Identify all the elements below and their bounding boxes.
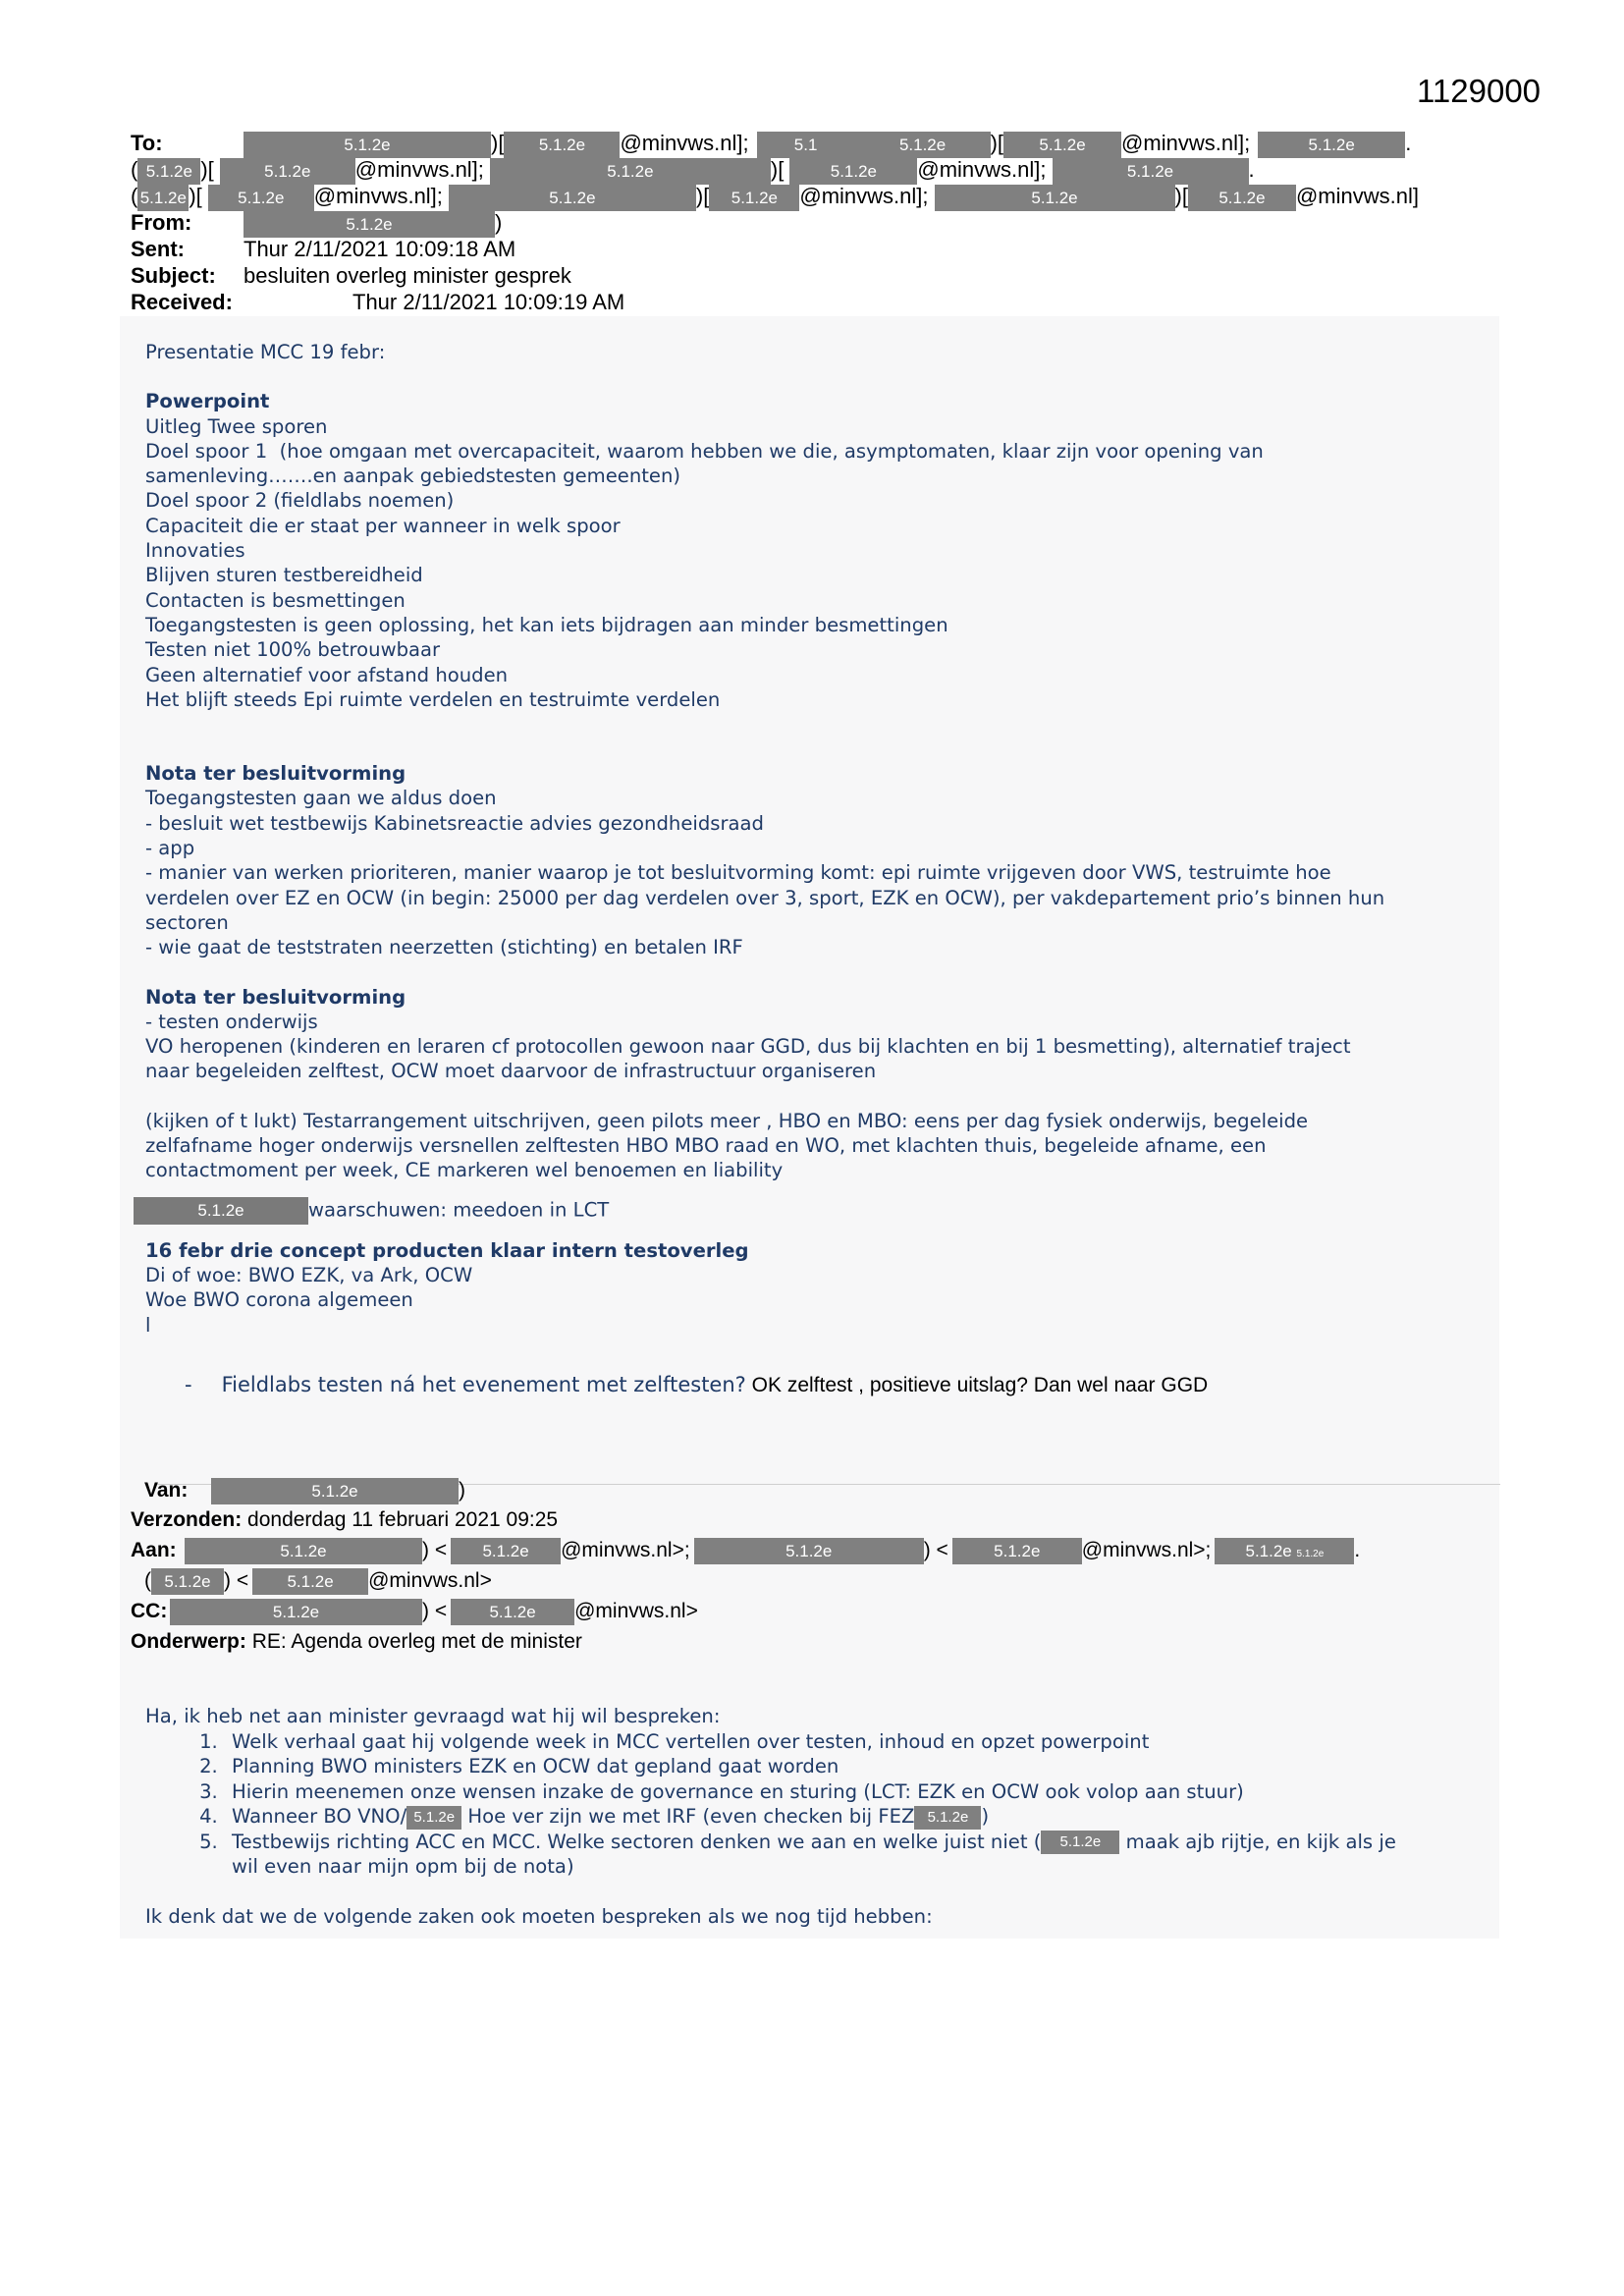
body-line: samenleving…….en aanpak gebiedstesten gemeenten) [145, 465, 681, 488]
intro-line: Ha, ik heb net aan minister gevraagd wat hij wil bespreken: [145, 1705, 721, 1727]
email-domain: @minvws.nl]; [799, 184, 929, 208]
body-line: - app [145, 837, 195, 860]
redaction: 5.1.2e [490, 158, 771, 185]
dot: . [1248, 157, 1255, 182]
body-line: l [145, 1313, 151, 1337]
redaction: 5.1 [757, 132, 855, 158]
to-label: To: [131, 131, 163, 155]
body-line: Doel spoor 1 (hoe omgaan met overcapaciteit, waarom hebben we die, asymptomaten, klaar zijn voor opening van [145, 439, 1264, 463]
redaction: 5.1.2e [855, 132, 991, 158]
body-line: Het blijft steeds Epi ruimte verdelen en testruimte verdelen [145, 687, 721, 711]
redaction: 5.1.2e [709, 185, 799, 211]
redaction: 5.1.2e [252, 1568, 368, 1595]
redaction: 5.1.2e [244, 211, 495, 238]
email-domain: @minvws.nl]; [1121, 131, 1251, 155]
body-line: Di of woe: BWO EZK, va Ark, OCW [145, 1263, 473, 1286]
body-line: zelfafname hoger onderwijs versnellen zelftesten HBO MBO raad en WO, met klachten thuis, begeleide afname, een [145, 1134, 1267, 1158]
bracket: )[ [1174, 184, 1188, 208]
waarschuwen-text: waarschuwen: meedoen in LCT [308, 1198, 610, 1222]
to-line-2 [131, 157, 1255, 185]
email-domain: @minvws.nl]; [620, 131, 749, 155]
redaction: 5.1.2e [451, 1538, 561, 1564]
verzonden-label: Verzonden: [131, 1508, 243, 1531]
list-item: 1. Welk verhaal gaat hij volgende week in MCC vertellen over testen, inhoud en opzet powerpoint [224, 1729, 1500, 1755]
body-line: Uitleg Twee sporen [145, 414, 328, 438]
onderwerp-label: Onderwerp: [131, 1630, 246, 1653]
cc-line [131, 1598, 698, 1625]
close-paren: ) [495, 210, 503, 235]
redaction: 5.1.2e [449, 185, 696, 211]
email-domain: @minvws.nl> [574, 1600, 698, 1622]
bullet-text: Fieldlabs testen ná het evenement met zelftesten? [221, 1373, 746, 1396]
angle-open: ) < [923, 1539, 948, 1561]
bracket: )[ [695, 184, 710, 208]
body-line: Toegangstesten is geen oplossing, het kan iets bijdragen aan minder besmettingen [145, 613, 948, 636]
from-label: From: [131, 210, 192, 235]
sent-value: Thur 2/11/2021 10:09:18 AM [244, 237, 516, 261]
email-domain: @minvws.nl]; [354, 157, 484, 182]
verzonden-value: donderdag 11 februari 2021 09:25 [247, 1508, 559, 1531]
body-line: (kijken of t lukt) Testarrangement uitschrijven, geen pilots meer , HBO en MBO: eens per dag fysiek onderwijs, begeleide [145, 1109, 1309, 1132]
list-item: 3. Hierin meenemen onze wensen inzake de governance en sturing (LCT: EZK en OCW ook volop aan stuur) [224, 1779, 1500, 1805]
body-line: VO heropenen (kinderen en leraren cf protocollen gewoon naar GGD, dus bij klachten en bij 1 besmetting), alternatief traject [145, 1035, 1351, 1059]
body-line: - testen onderwijs [145, 1010, 318, 1033]
body-line: Doel spoor 2 (fieldlabs noemen) [145, 489, 455, 513]
body-line: Contacten is besmettingen [145, 588, 406, 612]
open-paren: ( [144, 1569, 151, 1592]
list-item: 5. Testbewijs richting ACC en MCC. Welke sectoren denken we aan en welke juist niet ( 5.1.2e maak ajb rijtje, en kijk als je wil even naar mijn opm bij de nota) [224, 1830, 1500, 1880]
van-line [131, 1477, 465, 1504]
subject-line [131, 263, 571, 289]
aan-label: Aan: [131, 1539, 177, 1561]
email-domain: @minvws.nl> [368, 1569, 492, 1592]
body-line: Toegangstesten gaan we aldus doen [145, 787, 497, 810]
open-paren: ( [131, 184, 138, 208]
received-label: Received: [131, 290, 233, 314]
redaction: 5.1.2e [504, 132, 620, 158]
dot: . [1405, 131, 1412, 155]
redaction: 5.1.2e [1003, 132, 1121, 158]
redaction: 5.1.2e [185, 1538, 422, 1564]
dot: . [1354, 1539, 1361, 1561]
redaction: 5.1.2e [170, 1599, 422, 1625]
nota-heading: Nota ter besluitvorming [145, 762, 406, 786]
closing-line: Ik denk dat we de volgende zaken ook moeten bespreken als we nog tijd hebben: [145, 1904, 933, 1928]
aan-line-2 [131, 1567, 492, 1595]
email-domain: @minvws.nl>; [1081, 1539, 1212, 1561]
febr-heading: 16 febr drie concept producten klaar intern testoverleg [145, 1238, 749, 1262]
redaction: 5.1.2e [694, 1538, 924, 1564]
open-paren: ( [131, 157, 138, 182]
email-domain: @minvws.nl] [1295, 184, 1419, 208]
cc-label: CC: [131, 1600, 168, 1622]
body-line: verdelen over EZ en OCW (in begin: 25000 per dag verdelen over 3, sport, EZK en OCW), per vakdepartement prio’s binnen hun [145, 886, 1385, 909]
body-line: - manier van werken prioriteren, manier waarop je tot besluitvorming komt: epi ruimte vrijgeven door VWS, testruimte hoe [145, 861, 1331, 885]
bracket: )[ [770, 157, 785, 182]
bracket: )[ [491, 131, 505, 155]
redaction: 5.1.2e [1188, 185, 1296, 211]
verzonden-line [131, 1506, 558, 1533]
onderwerp-line [131, 1628, 582, 1655]
close-paren: ) [459, 1479, 465, 1502]
angle-open: ) < [422, 1539, 448, 1561]
message-body-2 [145, 1704, 1500, 1929]
bracket: )[ [990, 131, 1004, 155]
sent-line [131, 237, 515, 262]
redaction: 5.1.2e [935, 185, 1175, 211]
redaction: 5.1.2e [211, 1478, 459, 1504]
body-line: contactmoment per week, CE markeren wel benoemen en liability [145, 1159, 784, 1182]
to-line-3 [131, 184, 1419, 211]
aan-line [131, 1537, 1360, 1564]
powerpoint-heading: Powerpoint [145, 390, 270, 413]
angle-open: ) < [422, 1600, 448, 1622]
body-line: Testen niet 100% betrouwbaar [145, 638, 441, 662]
intro-line: Presentatie MCC 19 febr: [145, 341, 386, 363]
redaction: 5.1.2e 5.1.2e [1215, 1538, 1354, 1564]
bracket: )[ [189, 184, 202, 208]
received-value: Thur 2/11/2021 10:09:19 AM [352, 290, 625, 314]
subject-label: Subject: [131, 263, 216, 288]
van-label: Van: [144, 1479, 189, 1502]
body-line: Geen alternatief voor afstand houden [145, 663, 509, 686]
redaction: 5.1.2e [137, 185, 189, 211]
waarschuwen-line [134, 1197, 1500, 1225]
redaction: 5.1.2e [1041, 1831, 1119, 1854]
bracket: )[ [200, 157, 214, 182]
nota-heading: Nota ter besluitvorming [145, 985, 406, 1009]
angle-open: ) < [224, 1569, 249, 1592]
list-item: 2. Planning BWO ministers EZK en OCW dat gepland gaat worden [224, 1754, 1500, 1779]
subject-value: besluiten overleg minister gesprek [244, 263, 571, 288]
redaction: 5.1.2e [244, 132, 491, 158]
from-line [131, 210, 502, 238]
fieldlabs-bullet [185, 1373, 1208, 1397]
bullet-text-black: OK zelftest , positieve uitslag? Dan wel naar GGD [745, 1374, 1209, 1396]
redaction: 5.1.2e [220, 158, 355, 185]
message-body-1 [145, 340, 1500, 1338]
list-item: 4. Wanneer BO VNO/ 5.1.2e Hoe ver zijn we met IRF (even checken bij FEZ 5.1.2e ) [224, 1804, 1500, 1830]
to-line-1 [131, 131, 1411, 158]
body-line: - wie gaat de teststraten neerzetten (stichting) en betalen IRF [145, 936, 743, 959]
received-line [131, 290, 624, 315]
redaction: 5.1.2e [789, 158, 917, 185]
bullet-dash: - [185, 1373, 192, 1396]
body-line: sectoren [145, 910, 229, 934]
redaction: 5.1.2e [151, 1568, 224, 1595]
agenda-list [145, 1729, 1500, 1880]
redaction: 5.1.2e [134, 1197, 308, 1225]
email-domain: @minvws.nl>; [561, 1539, 690, 1561]
redaction: 5.1.2e [208, 185, 314, 211]
redaction: 5.1.2e [406, 1806, 461, 1830]
redaction: 5.1.2e [1053, 158, 1249, 185]
redaction: 5.1.2e [1258, 132, 1405, 158]
redaction: 5.1.2e [451, 1599, 574, 1625]
email-domain: @minvws.nl]; [313, 184, 443, 208]
email-domain: @minvws.nl]; [917, 157, 1047, 182]
body-line: Innovaties [145, 539, 245, 563]
onderwerp-value: RE: Agenda overleg met de minister [251, 1630, 582, 1653]
sent-label: Sent: [131, 237, 185, 261]
document-number: 1129000 [1417, 73, 1542, 109]
body-line: Woe BWO corona algemeen [145, 1288, 413, 1312]
body-line: - besluit wet testbewijs Kabinetsreactie advies gezondheidsraad [145, 811, 764, 835]
body-line: Blijven sturen testbereidheid [145, 564, 423, 587]
body-line: naar begeleiden zelftest, OCW moet daarvoor de infrastructuur organiseren [145, 1060, 877, 1083]
redaction: 5.1.2e [914, 1806, 981, 1830]
redaction: 5.1.2e [137, 158, 200, 185]
redaction: 5.1.2e [952, 1538, 1082, 1564]
body-line: Capaciteit die er staat per wanneer in welk spoor [145, 514, 621, 537]
